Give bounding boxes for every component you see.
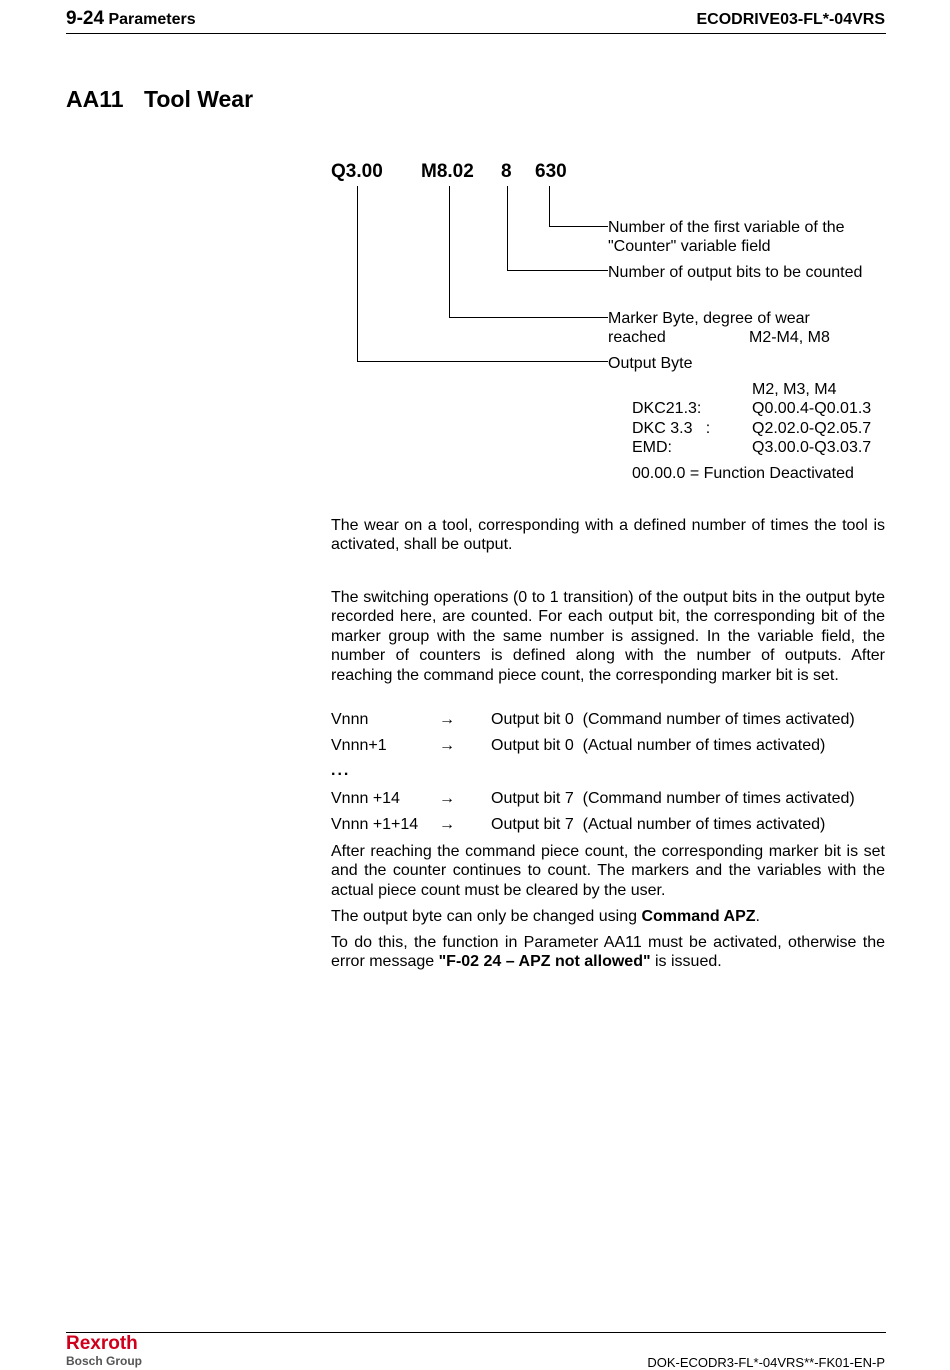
document-title: ECODRIVE03-FL*-04VRS [696, 11, 885, 28]
parameter-code: AA11 [66, 86, 124, 112]
variable-description: Output bit 7 (Actual number of times activated) [491, 816, 826, 833]
variable-name: Vnnn +14 [331, 790, 400, 807]
error-message-text: "F-02 24 – APZ not allowed" [438, 953, 651, 971]
label-marker-range: M2-M4, M8 [749, 329, 830, 346]
connector-vertical-m802 [449, 186, 450, 317]
device-range: Q0.00.4-Q0.01.3 [752, 400, 872, 417]
connector-horizontal-q300 [357, 361, 608, 362]
page-title [66, 86, 253, 113]
label-output-byte: Output Byte [608, 355, 693, 372]
variable-description: Output bit 7 (Command number of times activated) [491, 790, 855, 807]
connector-horizontal-8 [507, 270, 608, 271]
arrow-icon: → [439, 711, 455, 728]
variable-name: Vnnn+1 [331, 737, 387, 754]
label-marker-line1: Marker Byte, degree of wear [608, 310, 810, 327]
text-run: To do this, the function in Parameter AA11 must be activated, otherwise the error message [331, 934, 885, 971]
value-output-bits: 8 [501, 161, 512, 182]
connector-vertical-630 [549, 186, 550, 226]
variable-description: Output bit 0 (Command number of times activated) [491, 711, 855, 728]
device-name: DKC21.3: [632, 400, 702, 417]
paragraph-error-message [331, 933, 885, 972]
arrow-icon: → [439, 790, 455, 807]
arrow-icon: → [439, 816, 455, 833]
function-deactivated-note: 00.00.0 = Function Deactivated [632, 465, 854, 482]
connector-vertical-q300 [357, 186, 358, 361]
device-column-header: M2, M3, M4 [752, 381, 837, 398]
text-run: The output byte can only be changed using [331, 908, 642, 925]
ellipsis: ... [331, 762, 351, 779]
device-range: Q3.00.0-Q3.03.7 [752, 439, 872, 456]
paragraph-counting: After reaching the command piece count, the corresponding marker bit is set and the counter continues to count. The markers and the variables with the actual piece count must be cleared by the user. [331, 843, 885, 899]
text-run: . [755, 908, 760, 925]
label-first-variable-line2: "Counter" variable field [608, 238, 771, 255]
bosch-group-text: Bosch Group [66, 1354, 143, 1368]
device-range: Q2.02.0-Q2.05.7 [752, 420, 872, 437]
paragraph-switching: The switching operations (0 to 1 transition) of the output bits in the output byte recorded here, are counted. For each output bit, the corresponding bit of the marker group with the same number is assigned. In the variable field, the number of counters is defined along with the number of outputs. After reaching the command piece count, the corresponding marker bit is set. [331, 589, 885, 684]
command-apz-text: Command APZ [641, 908, 756, 925]
value-output-byte: Q3.00 [331, 161, 383, 182]
page-number: 9-24 [66, 8, 105, 29]
arrow-icon: → [439, 737, 455, 754]
connector-horizontal-630 [549, 226, 608, 227]
label-output-bits: Number of output bits to be counted [608, 264, 863, 281]
device-name: DKC 3.3 : [632, 420, 711, 437]
document-id: DOK-ECODR3-FL*-04VRS**-FK01-EN-P [647, 1355, 885, 1370]
rexroth-logo: Rexroth [66, 1333, 138, 1354]
value-first-variable: 630 [535, 161, 567, 182]
paragraph-output-byte [331, 907, 885, 926]
footer-rule [66, 1332, 886, 1333]
variable-name: Vnnn +1+14 [331, 816, 419, 833]
value-marker-byte: M8.02 [421, 161, 474, 182]
page-header-left [66, 8, 196, 30]
variable-description: Output bit 0 (Actual number of times activated) [491, 737, 826, 754]
parameter-title: Tool Wear [144, 86, 254, 112]
section-name: Parameters [108, 11, 196, 28]
text-run: is issued. [650, 953, 722, 971]
header-rule [66, 33, 886, 34]
connector-vertical-8 [507, 186, 508, 270]
label-first-variable-line1: Number of the first variable of the [608, 219, 845, 236]
paragraph-intro: The wear on a tool, corresponding with a defined number of times the tool is activated, shall be output. [331, 517, 885, 554]
device-name: EMD: [632, 439, 672, 456]
label-marker-reached: reached [608, 329, 666, 346]
connector-horizontal-m802 [449, 317, 608, 318]
variable-name: Vnnn [331, 711, 369, 728]
